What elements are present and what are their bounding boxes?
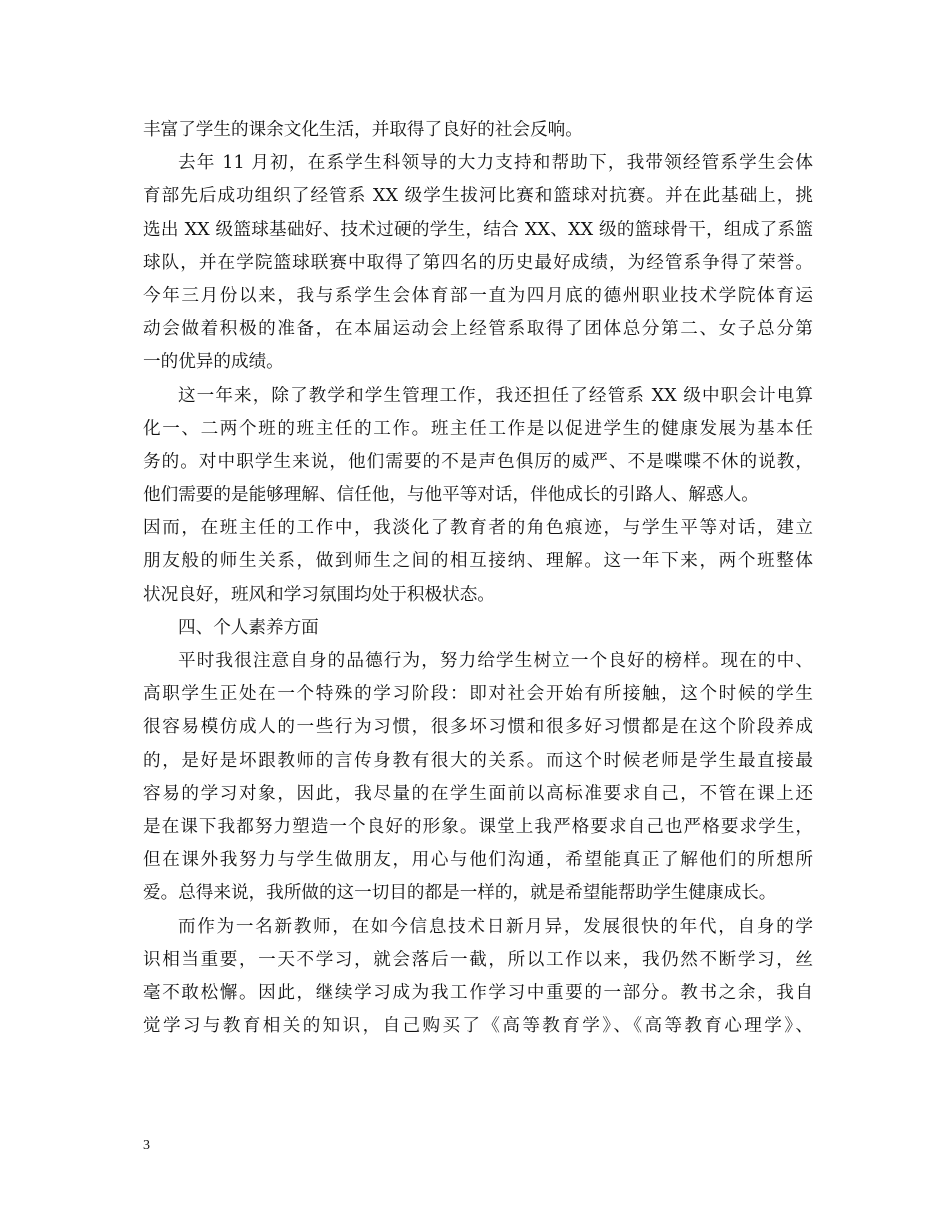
text-line: 觉学习与教育相关的知识，自己购买了《高等教育学》、《高等教育心理学》、 [143,1016,813,1037]
text-line: 他们需要的是能够理解、信任他，与他平等对话，伴他成长的引路人、解惑人。 [143,485,759,506]
text-line: 去年 11 月初，在系学生科领导的大力支持和帮助下，我带领经管系学生会体 [178,153,813,174]
text-line: 是在课下我都努力塑造一个良好的形象。课堂上我严格要求自己也严格要求学生， [143,816,813,837]
page-number: 3 [143,1138,150,1153]
text-line: 务的。对中职学生来说，他们需要的不是声色俱厉的威严、不是喋喋不休的说教， [143,451,813,472]
text-line: 高职学生正处在一个特殊的学习阶段：即对社会开始有所接触，这个时候的学生 [143,684,813,705]
text-line: 化一、二两个班的班主任的工作。班主任工作是以促进学生的健康发展为基本任 [143,418,813,439]
text-line: 爱。总得来说，我所做的这一切目的都是一样的，就是希望能帮助学生健康成长。 [143,883,777,904]
text-line: 而作为一名新教师，在如今信息技术日新月异，发展很快的年代，自身的学 [178,916,813,937]
text-line: 毫不敢松懈。因此，继续学习成为我工作学习中重要的一部分。教书之余，我自 [143,982,813,1003]
text-line: 育部先后成功组织了经管系 XX 级学生拔河比赛和篮球对抗赛。并在此基础上，挑 [143,186,813,207]
text-line: 容易的学习对象，因此，我尽量的在学生面前以高标准要求自己，不管在课上还 [143,783,813,804]
text-line: 状况良好，班风和学习氛围均处于积极状态。 [143,584,495,605]
text-line: 这一年来，除了教学和学生管理工作，我还担任了经管系 XX 级中职会计电算 [178,385,813,406]
text-line: 的，是好是坏跟教师的言传身教有很大的关系。而这个时候老师是学生最直接最 [143,750,813,771]
body-text [143,114,813,1043]
text-line: 四、个人素养方面 [178,617,319,638]
text-line: 今年三月份以来，我与系学生会体育部一直为四月底的德州职业技术学院体育运 [143,285,813,306]
text-line: 丰富了学生的课余文化生活，并取得了良好的社会反响。 [143,120,583,140]
text-line: 动会做着积极的准备，在本届运动会上经管系取得了团体总分第二、女子总分第 [143,319,813,340]
text-line: 识相当重要，一天不学习，就会落后一截，所以工作以来，我仍然不断学习，丝 [143,949,813,970]
text-line: 选出 XX 级篮球基础好、技术过硬的学生，结合 XX、XX 级的篮球骨干，组成了系篮 [143,219,813,240]
text-line: 因而，在班主任的工作中，我淡化了教育者的角色痕迹，与学生平等对话，建立 [143,518,813,539]
text-line: 平时我很注意自身的品德行为，努力给学生树立一个良好的榜样。现在的中、 [178,651,813,671]
text-line: 朋友般的师生关系，做到师生之间的相互接纳、理解。这一年下来，两个班整体 [143,551,813,572]
text-line: 球队，并在学院篮球联赛中取得了第四名的历史最好成绩，为经管系争得了荣誉。 [143,252,813,273]
text-line: 很容易模仿成人的一些行为习惯，很多坏习惯和很多好习惯都是在这个阶段养成 [143,717,813,738]
text-line: 但在课外我努力与学生做朋友，用心与他们沟通，希望能真正了解他们的所想所 [143,850,813,871]
text-line: 一的优异的成绩。 [143,352,284,373]
